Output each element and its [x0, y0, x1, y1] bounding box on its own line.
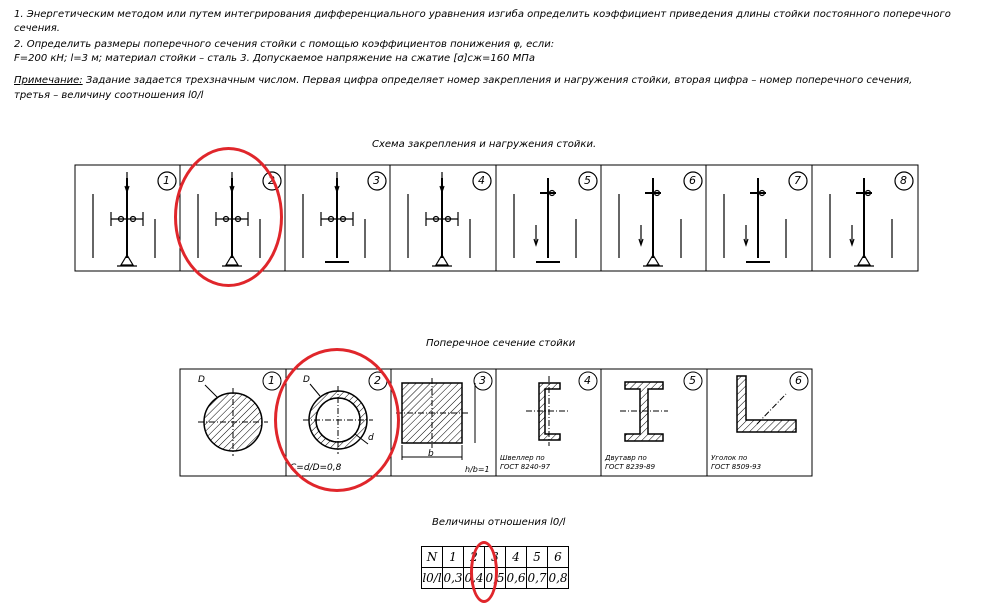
ratio-value-cell: 0,7 [527, 568, 548, 589]
section-title: Поперечное сечение стойки [426, 338, 576, 349]
scheme-number-3: 3 [373, 174, 380, 187]
scheme-number-8: 8 [900, 174, 907, 187]
task-line-1b: сечения. [14, 23, 60, 34]
section-number-4: 4 [584, 374, 591, 387]
section-number-2: 2 [374, 374, 381, 387]
annotation-circle-ratio-2 [470, 541, 498, 603]
ibeam-caption-1: Двутавр по [605, 454, 647, 462]
ratio-value-cell: 0,3 [443, 568, 464, 589]
ratio-header-cell: N [422, 547, 443, 568]
section-number-1: 1 [268, 374, 275, 387]
scheme-number-7: 7 [794, 174, 801, 187]
ratio-header-cell: 1 [443, 547, 464, 568]
ibeam-caption-2: ГОСТ 8239-89 [605, 463, 656, 471]
section-6-angle [737, 376, 796, 432]
scheme-number-1: 1 [163, 174, 170, 187]
section-4-channel [526, 376, 570, 446]
task-line-3: F=200 кН; l=3 м; материал стойки – сталь 3. Допускаемое напряжение на сжатие [σ]сж=160 МПа [14, 53, 535, 64]
section-6-caption [711, 454, 761, 472]
task-note-line-2: третья – величину соотношения l0/l [14, 90, 204, 101]
ratio-header-cell: 2 [464, 547, 485, 568]
section-2-ratio: C=d/D=0,8 [290, 463, 342, 473]
annotation-circle-section-2 [274, 348, 400, 492]
angle-caption-2: ГОСТ 8509-93 [711, 463, 762, 471]
section-5-caption [605, 454, 655, 472]
task-line-2: 2. Определить размеры поперечного сечения стойки с помощью коэффициентов понижения φ, если: [14, 39, 555, 50]
ratio-value-cell: 0,8 [548, 568, 569, 589]
section-4-caption [500, 454, 550, 472]
section-number-6: 6 [795, 374, 802, 387]
ratio-value-cell: 0,5 [485, 568, 506, 589]
section-3-b-label: b [428, 449, 434, 459]
section-3-hb: h/b=1 [465, 465, 490, 474]
ratio-value-cell: l0/l [422, 568, 443, 589]
section-2-d-label: D [303, 375, 310, 385]
scheme-number-4: 4 [478, 174, 485, 187]
note-label: Примечание: [14, 75, 83, 86]
ratio-header-cell: 6 [548, 547, 569, 568]
section-1-d-label: D [198, 375, 205, 385]
scheme-number-5: 5 [584, 174, 591, 187]
section-2-d-inner: d [368, 433, 374, 443]
note-text: Задание задается трехзначным числом. Первая цифра определяет номер закрепления и нагружения стойки, вторая цифра – номер поперечного сечения, [82, 75, 913, 86]
ratio-title: Величины отношения l0/l [432, 517, 566, 528]
channel-caption-2: ГОСТ 8240-97 [500, 463, 551, 471]
task-line-1: 1. Энергетическим методом или путем интегрирования дифференциального уравнения изгиба определить коэффициент приведения длины стойки постоянного поперечного [14, 9, 951, 20]
scheme-number-2: 2 [268, 174, 275, 187]
angle-caption-1: Уголок по [711, 454, 748, 462]
ratio-header-cell: 3 [485, 547, 506, 568]
scheme-number-6: 6 [689, 174, 696, 187]
section-5-ibeam [620, 382, 668, 441]
ratio-value-cell: 0,4 [464, 568, 485, 589]
section-3-square [396, 378, 475, 460]
scheme-title: Схема закрепления и нагружения стойки. [372, 139, 597, 150]
ratio-value-cell: 0,6 [506, 568, 527, 589]
section-number-5: 5 [689, 374, 696, 387]
annotation-circle-scheme-2 [174, 147, 283, 287]
ratio-header-cell: 4 [506, 547, 527, 568]
section-number-3: 3 [479, 374, 486, 387]
channel-caption-1: Швеллер по [500, 454, 545, 462]
ratio-header-cell: 5 [527, 547, 548, 568]
section-1-solid-circle [198, 385, 268, 456]
